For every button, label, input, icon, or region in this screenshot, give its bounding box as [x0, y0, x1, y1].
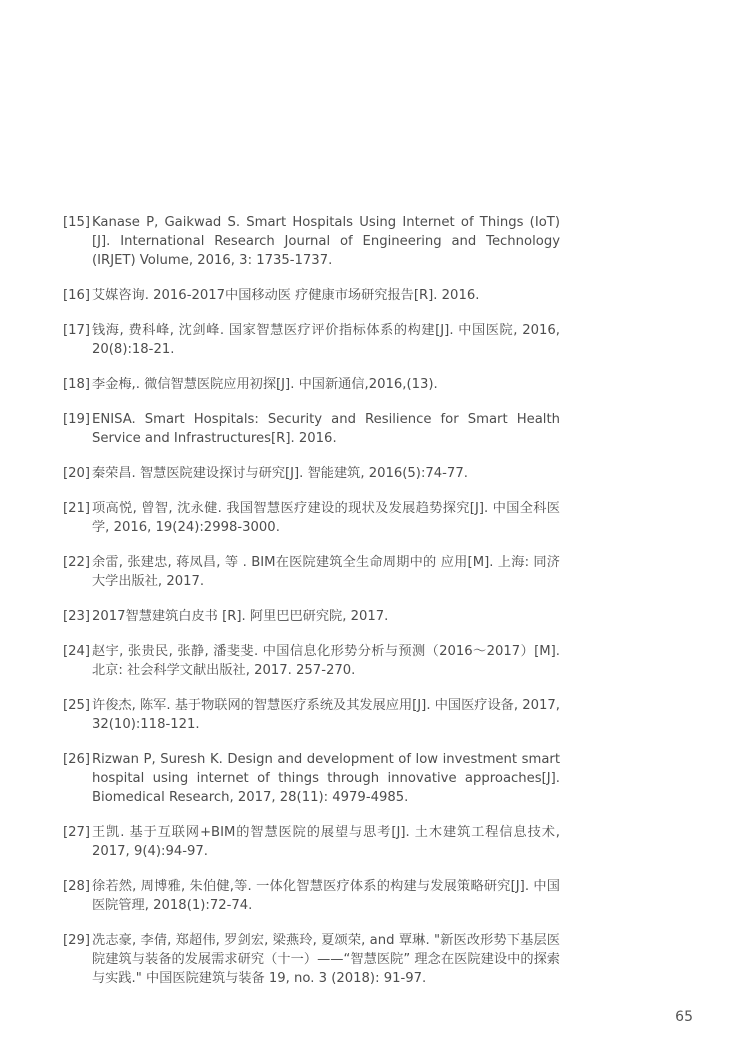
reference-number: [28]	[63, 879, 91, 894]
reference-item	[63, 931, 560, 988]
reference-item	[63, 321, 560, 359]
reference-item	[63, 286, 560, 305]
reference-item	[63, 877, 560, 915]
reference-text: ENISA. Smart Hospitals: Security and Resilience for Smart Health Service and Infrastructures[R]. 2016.	[92, 412, 560, 446]
reference-text: 2017智慧建筑白皮书 [R]. 阿里巴巴研究院, 2017.	[92, 609, 389, 624]
reference-item	[63, 213, 560, 270]
page-number: 65	[675, 1009, 693, 1025]
reference-item	[63, 696, 560, 734]
reference-item	[63, 607, 560, 626]
reference-number: [20]	[63, 466, 91, 481]
reference-number: [17]	[63, 323, 91, 338]
reference-item	[63, 375, 560, 394]
reference-number: [19]	[63, 412, 91, 427]
reference-number: [24]	[63, 644, 91, 659]
reference-number: [25]	[63, 698, 91, 713]
reference-item	[63, 464, 560, 483]
reference-number: [23]	[63, 609, 91, 624]
reference-number: [22]	[63, 555, 91, 570]
reference-text: Kanase P, Gaikwad S. Smart Hospitals Using Internet of Things (IoT) [J]. International Research Journal of Engineering and Technology (IRJET) Volume, 2016, 3: 1735-1737.	[92, 215, 560, 268]
reference-item	[63, 823, 560, 861]
reference-number: [16]	[63, 288, 91, 303]
reference-number: [29]	[63, 933, 91, 948]
reference-list	[63, 213, 560, 1004]
reference-text: 余雷, 张建忠, 蒋凤昌, 等 . BIM在医院建筑全生命周期中的 应用[M]. 上海: 同济大学出版社, 2017.	[92, 555, 560, 589]
reference-number: [26]	[63, 752, 91, 767]
reference-text: 冼志豪, 李倩, 郑超伟, 罗剑宏, 梁燕玲, 夏颂荣, and 覃琳. "新医改形势下基层医院建筑与装备的发展需求研究（十一）——“智慧医院” 理念在医院建设中的探索与实践." 中国医院建筑与装备 19, no. 3 (2018): 91-97.	[92, 933, 560, 986]
reference-text: 赵宇, 张贵民, 张静, 潘斐斐. 中国信息化形势分析与预测（2016～2017）[M]. 北京: 社会科学文献出版社, 2017. 257-270.	[92, 644, 560, 678]
reference-item	[63, 750, 560, 807]
reference-item	[63, 499, 560, 537]
reference-text: 艾媒咨询. 2016-2017中国移动医 疗健康市场研究报告[R]. 2016.	[92, 288, 480, 303]
reference-number: [18]	[63, 377, 91, 392]
reference-text: 秦荣昌. 智慧医院建设探讨与研究[J]. 智能建筑, 2016(5):74-77.	[92, 466, 468, 481]
reference-text: 徐若然, 周博雅, 朱伯健,等. 一体化智慧医疗体系的构建与发展策略研究[J]. 中国医院管理, 2018(1):72-74.	[92, 879, 560, 913]
reference-number: [15]	[63, 215, 91, 230]
reference-text: 钱海, 费科峰, 沈剑峰. 国家智慧医疗评价指标体系的构建[J]. 中国医院, 2016, 20(8):18-21.	[92, 323, 560, 357]
reference-item	[63, 553, 560, 591]
reference-text: Rizwan P, Suresh K. Design and development of low investment smart hospital using internet of things through innovative approaches[J]. Biomedical Research, 2017, 28(11): 4979-4985.	[92, 752, 560, 805]
reference-number: [27]	[63, 825, 91, 840]
reference-item	[63, 642, 560, 680]
reference-number: [21]	[63, 501, 91, 516]
reference-text: 王凯. 基于互联网+BIM的智慧医院的展望与思考[J]. 土木建筑工程信息技术, 2017, 9(4):94-97.	[92, 825, 560, 859]
reference-text: 李金梅,. 微信智慧医院应用初探[J]. 中国新通信,2016,(13).	[92, 377, 438, 392]
reference-item	[63, 410, 560, 448]
reference-text: 许俊杰, 陈军. 基于物联网的智慧医疗系统及其发展应用[J]. 中国医疗设备, 2017, 32(10):118-121.	[92, 698, 560, 732]
reference-text: 项高悦, 曾智, 沈永健. 我国智慧医疗建设的现状及发展趋势探究[J]. 中国全科医学, 2016, 19(24):2998-3000.	[92, 501, 560, 535]
